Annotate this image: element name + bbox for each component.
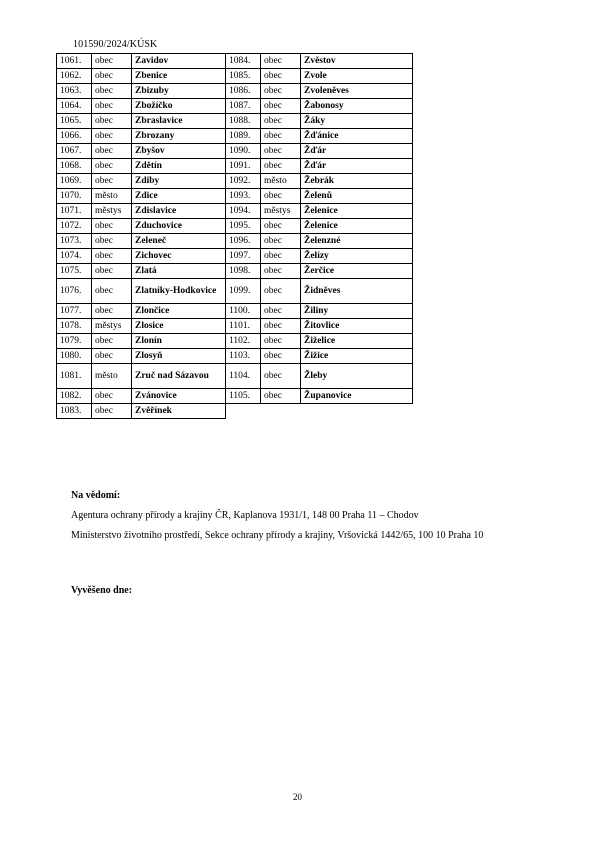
table-row [57,174,413,189]
municipality-name: Žiželice [301,334,413,349]
row-number: 1095. [226,219,261,234]
municipality-name: Žižice [301,349,413,364]
municipality-name: Zdiby [132,174,226,189]
posted-date-label: Vyvěšeno dne: [71,585,133,596]
municipality-type: město [261,174,301,189]
municipality-type: obec [261,279,301,304]
page-number: 20 [293,792,302,802]
row-number: 1101. [226,319,261,334]
row-number: 1083. [57,404,92,419]
row-number: 1064. [57,99,92,114]
row-number: 1086. [226,84,261,99]
row-number: 1067. [57,144,92,159]
table-row [57,159,413,174]
notice-heading: Na vědomí: [71,490,121,501]
table-row [57,404,413,419]
municipality-name: Žebrák [301,174,413,189]
table-row [57,264,413,279]
municipality-type: obec [92,54,132,69]
table-row [57,54,413,69]
municipality-name: Zvěřínek [132,404,226,419]
municipality-type: obec [261,129,301,144]
row-number: 1092. [226,174,261,189]
municipality-type: obec [261,219,301,234]
municipality-name: Zruč nad Sázavou [132,364,226,389]
row-number: 1069. [57,174,92,189]
municipality-name: Zavidov [132,54,226,69]
municipality-name: Žitovlice [301,319,413,334]
row-number: 1074. [57,249,92,264]
municipality-name: Županovice [301,389,413,404]
municipality-name: Židněves [301,279,413,304]
table-row [57,304,413,319]
notice-recipient-2: Ministerstvo životního prostředí, Sekce ochrany přírody a krajiny, Vršovická 1442/65, 100 10 Praha 10 [71,530,484,541]
row-number: 1088. [226,114,261,129]
municipality-type: obec [261,319,301,334]
row-number: 1094. [226,204,261,219]
row-number: 1070. [57,189,92,204]
municipality-type: obec [261,349,301,364]
row-number: 1078. [57,319,92,334]
municipality-type: obec [92,334,132,349]
municipality-name: Želízy [301,249,413,264]
municipality-type: obec [261,249,301,264]
municipality-type: obec [261,334,301,349]
municipality-type: obec [261,234,301,249]
table-row [57,334,413,349]
municipality-type: obec [92,69,132,84]
row-number: 1102. [226,334,261,349]
municipality-type: obec [261,84,301,99]
municipality-name: Zbenice [132,69,226,84]
notice-recipient-1: Agentura ochrany přírody a krajiny ČR, Kaplanova 1931/1, 148 00 Praha 11 – Chodov [71,510,419,521]
municipality-type: obec [92,114,132,129]
municipality-type: obec [261,144,301,159]
municipality-type: obec [92,99,132,114]
municipality-type: obec [92,389,132,404]
row-number: 1065. [57,114,92,129]
notice-section [71,486,531,544]
municipality-type: obec [92,219,132,234]
municipality-name: Zdislavice [132,204,226,219]
row-number: 1079. [57,334,92,349]
row-number: 1066. [57,129,92,144]
municipality-type: obec [261,264,301,279]
table-row [57,114,413,129]
table-row [57,389,413,404]
municipality-type: obec [92,249,132,264]
municipality-type: obec [92,129,132,144]
municipality-name: Zbizuby [132,84,226,99]
row-number: 1073. [57,234,92,249]
row-number: 1080. [57,349,92,364]
municipality-type: obec [92,304,132,319]
municipality-name: Zdětín [132,159,226,174]
municipality-table-body [57,54,413,419]
municipality-type: obec [261,364,301,389]
municipality-name: Zdice [132,189,226,204]
municipality-name: Zvoleněves [301,84,413,99]
row-number: 1091. [226,159,261,174]
municipality-name: Zbrozany [132,129,226,144]
municipality-type: město [92,364,132,389]
municipality-type: obec [261,99,301,114]
row-number: 1075. [57,264,92,279]
municipality-type: městys [92,204,132,219]
municipality-type: město [92,189,132,204]
row-number: 1104. [226,364,261,389]
municipality-name: Žerčice [301,264,413,279]
municipality-type: obec [261,304,301,319]
table-row [57,84,413,99]
municipality-name: Žďár [301,144,413,159]
table-row [57,249,413,264]
municipality-type: obec [92,264,132,279]
municipality-name: Zlatníky-Hodkovice [132,279,226,304]
municipality-type: obec [92,234,132,249]
municipality-type: obec [92,349,132,364]
municipality-name: Žleby [301,364,413,389]
row-number: 1081. [57,364,92,389]
row-number: 1089. [226,129,261,144]
municipality-table [56,53,413,419]
table-row [57,144,413,159]
row-number: 1071. [57,204,92,219]
row-number: 1076. [57,279,92,304]
table-row [57,99,413,114]
municipality-name: Zlosyň [132,349,226,364]
municipality-name: Zbožíčko [132,99,226,114]
municipality-name: Zvěstov [301,54,413,69]
row-number: 1096. [226,234,261,249]
municipality-name: Zduchovice [132,219,226,234]
municipality-name: Zlosice [132,319,226,334]
municipality-name: Žiliny [301,304,413,319]
municipality-name: Želenice [301,204,413,219]
row-number: 1062. [57,69,92,84]
row-number: 1090. [226,144,261,159]
municipality-type: obec [92,159,132,174]
municipality-type: městys [261,204,301,219]
municipality-type: obec [261,159,301,174]
municipality-name: Želenů [301,189,413,204]
row-number: 1103. [226,349,261,364]
municipality-type: obec [261,189,301,204]
municipality-type: obec [92,404,132,419]
municipality-name: Želenice [301,219,413,234]
table-row [57,364,413,389]
municipality-type: obec [261,389,301,404]
municipality-name: Zvole [301,69,413,84]
row-number: 1084. [226,54,261,69]
row-number: 1105. [226,389,261,404]
municipality-name: Zbyšov [132,144,226,159]
municipality-type: obec [92,84,132,99]
municipality-type: obec [261,114,301,129]
row-number: 1098. [226,264,261,279]
municipality-name: Žďár [301,159,413,174]
document-reference: 101590/2024/KÚSK [73,39,158,50]
municipality-type: obec [92,279,132,304]
row-number: 1097. [226,249,261,264]
municipality-type: obec [92,144,132,159]
table-row [57,234,413,249]
municipality-type: obec [261,54,301,69]
row-number: 1085. [226,69,261,84]
empty-cell [226,404,413,419]
row-number: 1087. [226,99,261,114]
municipality-name: Zichovec [132,249,226,264]
row-number: 1077. [57,304,92,319]
table-row [57,219,413,234]
municipality-type: obec [92,174,132,189]
row-number: 1068. [57,159,92,174]
municipality-type: městys [92,319,132,334]
municipality-name: Zlonín [132,334,226,349]
municipality-name: Zeleneč [132,234,226,249]
row-number: 1099. [226,279,261,304]
municipality-name: Želenzné [301,234,413,249]
table-row [57,189,413,204]
table-row [57,319,413,334]
table-row [57,69,413,84]
table-row [57,279,413,304]
municipality-type: obec [261,69,301,84]
row-number: 1100. [226,304,261,319]
municipality-name: Zlončice [132,304,226,319]
row-number: 1072. [57,219,92,234]
municipality-name: Žáky [301,114,413,129]
municipality-name: Zbraslavice [132,114,226,129]
row-number: 1063. [57,84,92,99]
municipality-name: Žďánice [301,129,413,144]
table-row [57,349,413,364]
row-number: 1093. [226,189,261,204]
row-number: 1082. [57,389,92,404]
municipality-name: Zvánovice [132,389,226,404]
municipality-name: Zlatá [132,264,226,279]
table-row [57,129,413,144]
table-row [57,204,413,219]
row-number: 1061. [57,54,92,69]
municipality-name: Žabonosy [301,99,413,114]
